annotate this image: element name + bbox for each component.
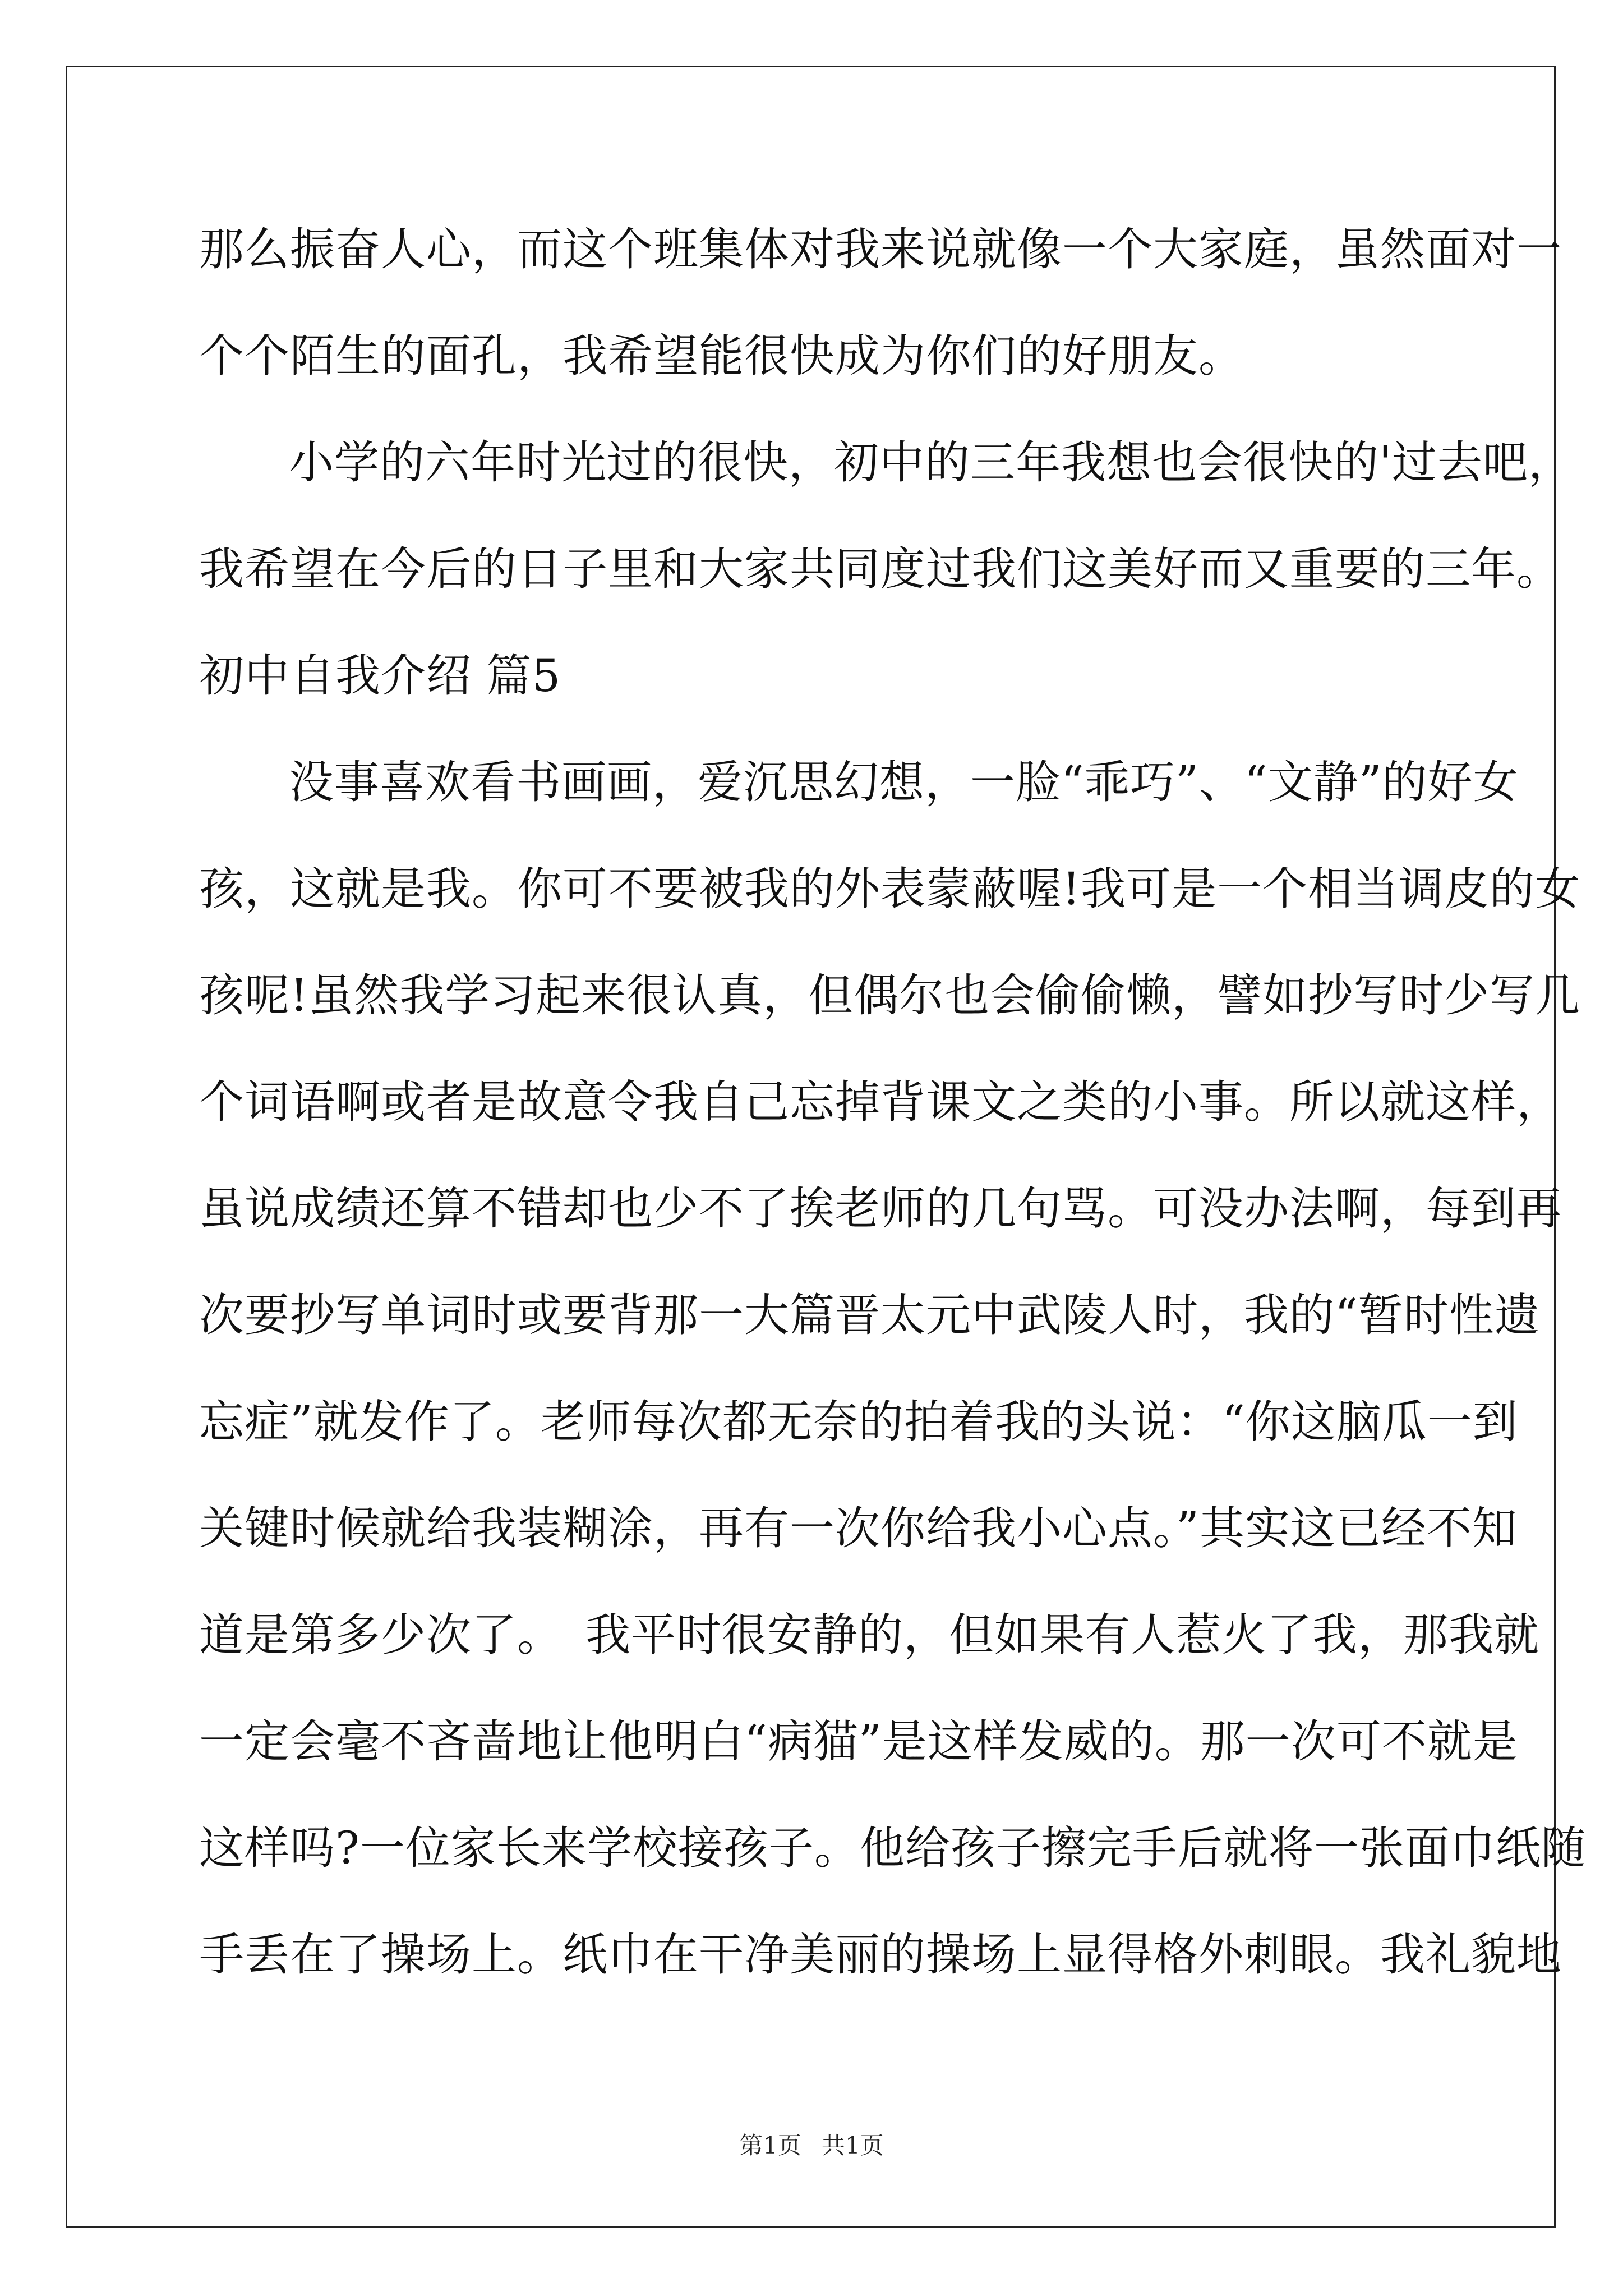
section-heading: 初中自我介绍 篇5 [199, 650, 561, 702]
text-line-12: 忘症”就发作了。老师每次都无奈的拍着我的头说：“你这脑瓜一到 [199, 1396, 1518, 1448]
page-total: 共1页 [822, 2132, 884, 2159]
text-line-10: 虽说成绩还算不错却也少不了挨老师的几句骂。可没办法啊，每到再 [199, 1182, 1562, 1235]
text-line-14: 道是第多少次了。 我平时很安静的，但如果有人惹火了我，那我就 [199, 1609, 1539, 1661]
text-line-13: 关键时候就给我装糊涂，再有一次你给我小心点。”其实这已经不知 [199, 1502, 1518, 1554]
text-line-1: 那么振奋人心，而这个班集体对我来说就像一个大家庭，虽然面对一 [199, 223, 1562, 275]
text-line-8: 孩呢!虽然我学习起来很认真，但偶尔也会偷偷懒，譬如抄写时少写几 [199, 969, 1581, 1022]
page-number: 第1页 [739, 2132, 801, 2159]
text-line-3: 小学的六年时光过的很快，初中的三年我想也会很快的'过去吧， [289, 436, 1574, 489]
page-footer [0, 2127, 1623, 2161]
text-line-11: 次要抄写单词时或要背那一大篇晋太元中武陵人时，我的“暂时性遗 [199, 1289, 1540, 1341]
text-line-7: 孩，这就是我。你可不要被我的外表蒙蔽喔!我可是一个相当调皮的女 [199, 863, 1581, 915]
text-line-4: 我希望在今后的日子里和大家共同度过我们这美好而又重要的三年。 [199, 543, 1562, 595]
text-line-15: 一定会毫不吝啬地让他明白“病猫”是这样发威的。那一次可不就是 [199, 1715, 1518, 1768]
text-line-16: 这样吗?一位家长来学校接孩子。他给孩子擦完手后就将一张面巾纸随 [199, 1822, 1587, 1874]
text-line-6: 没事喜欢看书画画，爱沉思幻想，一脸“乖巧”、“文静”的好女 [289, 756, 1519, 808]
text-line-9: 个词语啊或者是故意令我自己忘掉背课文之类的小事。所以就这样， [199, 1076, 1562, 1128]
text-line-17: 手丢在了操场上。纸巾在干净美丽的操场上显得格外刺眼。我礼貌地 [199, 1929, 1562, 1981]
text-line-2: 个个陌生的面孔，我希望能很快成为你们的好朋友。 [199, 330, 1244, 382]
document-body [199, 196, 1587, 2008]
